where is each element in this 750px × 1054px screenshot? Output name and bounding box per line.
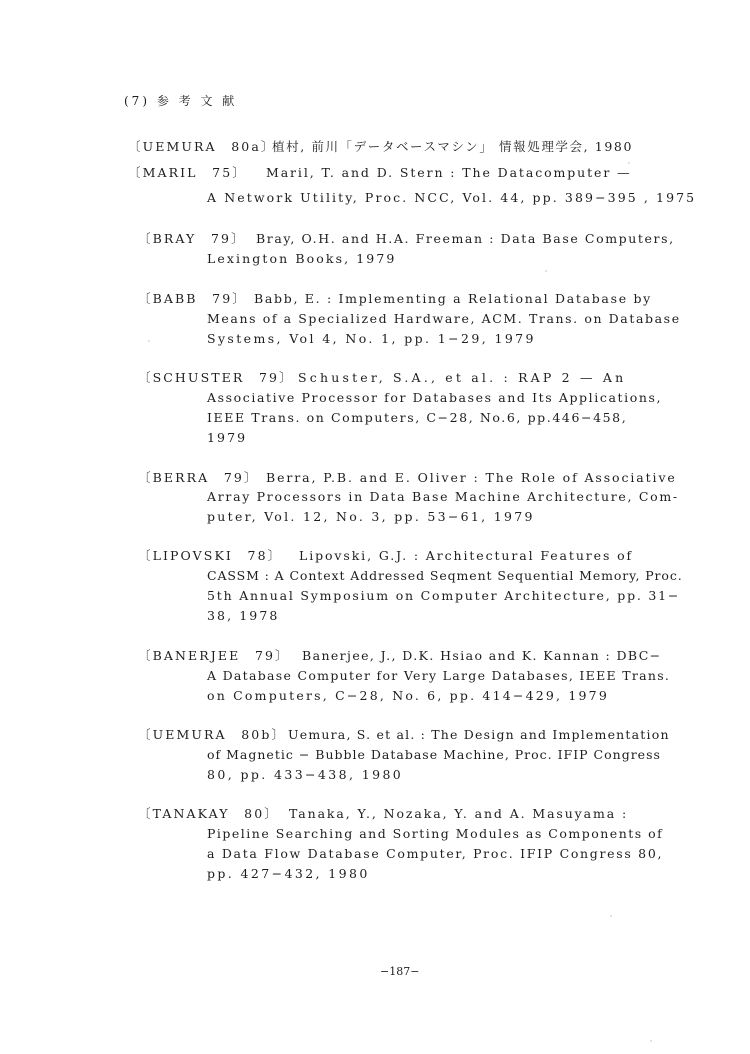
reference-text-line: Uemura, S. et al. : The Design and Implementation bbox=[288, 727, 670, 742]
reference-text-line: pp. 427−432, 1980 bbox=[207, 866, 370, 881]
page-number: −187− bbox=[380, 965, 420, 978]
scan-speck bbox=[610, 915, 612, 917]
reference-text-line: Tanaka, Y., Nozaka, Y. and A. Masuyama : bbox=[289, 806, 629, 821]
reference-key: 〔BRAY 79〕 bbox=[138, 231, 246, 246]
reference-text-line: A Network Utility, Proc. NCC, Vol. 44, pp. 389−395 , 1975 bbox=[207, 190, 697, 205]
reference-text-line: on Computers, C−28, No. 6, pp. 414−429, 1979 bbox=[207, 688, 609, 703]
section-title: (7) 参 考 文 献 bbox=[124, 94, 238, 108]
reference-key: 〔TANAKAY 80〕 bbox=[138, 806, 279, 821]
reference-text-line: Maril, T. and D. Stern : The Datacomputer — bbox=[266, 165, 632, 180]
reference-text-line: a Data Flow Database Computer, Proc. IFIP Congress 80, bbox=[207, 846, 664, 861]
reference-key: 〔SCHUSTER 79〕 bbox=[138, 370, 294, 385]
reference-text-line: Banerjee, J., D.K. Hsiao and K. Kannan : DBC− bbox=[302, 648, 662, 663]
reference-text-line: Systems, Vol 4, No. 1, pp. 1−29, 1979 bbox=[207, 331, 536, 346]
reference-text-line: Means of a Specialized Hardware, ACM. Trans. on Database bbox=[207, 311, 681, 326]
reference-text-line: 1979 bbox=[207, 430, 248, 445]
reference-text-line: 80, pp. 433−438, 1980 bbox=[207, 767, 404, 782]
reference-key: 〔BERRA 79〕 bbox=[138, 470, 259, 485]
reference-text-line: Babb, E. : Implementing a Relational Database by bbox=[254, 291, 652, 306]
scan-speck bbox=[148, 340, 150, 342]
reference-text-line: Associative Processor for Databases and Its Applications, bbox=[207, 390, 663, 405]
reference-text-line: 38, 1978 bbox=[207, 608, 280, 623]
reference-text-line: Lipovski, G.J. : Architectural Features of bbox=[299, 548, 634, 563]
reference-key: 〔MARIL 75〕 bbox=[128, 165, 247, 180]
reference-text-line: A Database Computer for Very Large Databases, IEEE Trans. bbox=[207, 668, 671, 683]
reference-text-line: Lexington Books, 1979 bbox=[207, 251, 397, 266]
scan-speck bbox=[545, 270, 547, 272]
reference-text-line: Bray, O.H. and H.A. Freeman : Data Base Computers, bbox=[256, 231, 675, 246]
reference-key: 〔LIPOVSKI 78〕 bbox=[138, 548, 283, 563]
reference-key: 〔UEMURA 80a〕 bbox=[128, 139, 276, 154]
reference-text-line: 5th Annual Symposium on Computer Architecture, pp. 31− bbox=[207, 588, 681, 603]
reference-text-line: Schuster, S.A., et al. : RAP 2 — An bbox=[298, 370, 627, 385]
reference-text-line: Array Processors in Data Base Machine Architecture, Com- bbox=[207, 489, 679, 504]
reference-text-line: Berra, P.B. and E. Oliver : The Role of Associative bbox=[266, 470, 677, 485]
reference-text-line: puter, Vol. 12, No. 3, pp. 53−61, 1979 bbox=[207, 509, 535, 524]
reference-text-line: IEEE Trans. on Computers, C−28, No.6, pp.446−458, bbox=[207, 410, 628, 425]
scan-speck bbox=[628, 162, 630, 164]
reference-key: 〔UEMURA 80b〕 bbox=[138, 727, 287, 742]
reference-key: 〔BABB 79〕 bbox=[138, 291, 247, 306]
reference-text-line: 植村, 前川「データベースマシン」 情報処理学会, 1980 bbox=[272, 139, 633, 154]
scan-speck bbox=[650, 1040, 652, 1042]
reference-text-line: of Magnetic − Bubble Database Machine, Proc. IFIP Congress bbox=[207, 747, 661, 762]
reference-key: 〔BANERJEE 79〕 bbox=[138, 648, 290, 663]
reference-text-line: Pipeline Searching and Sorting Modules as Components of bbox=[207, 826, 664, 841]
reference-text-line: CASSM : A Context Addressed Seqment Sequential Memory, Proc. bbox=[207, 568, 683, 583]
